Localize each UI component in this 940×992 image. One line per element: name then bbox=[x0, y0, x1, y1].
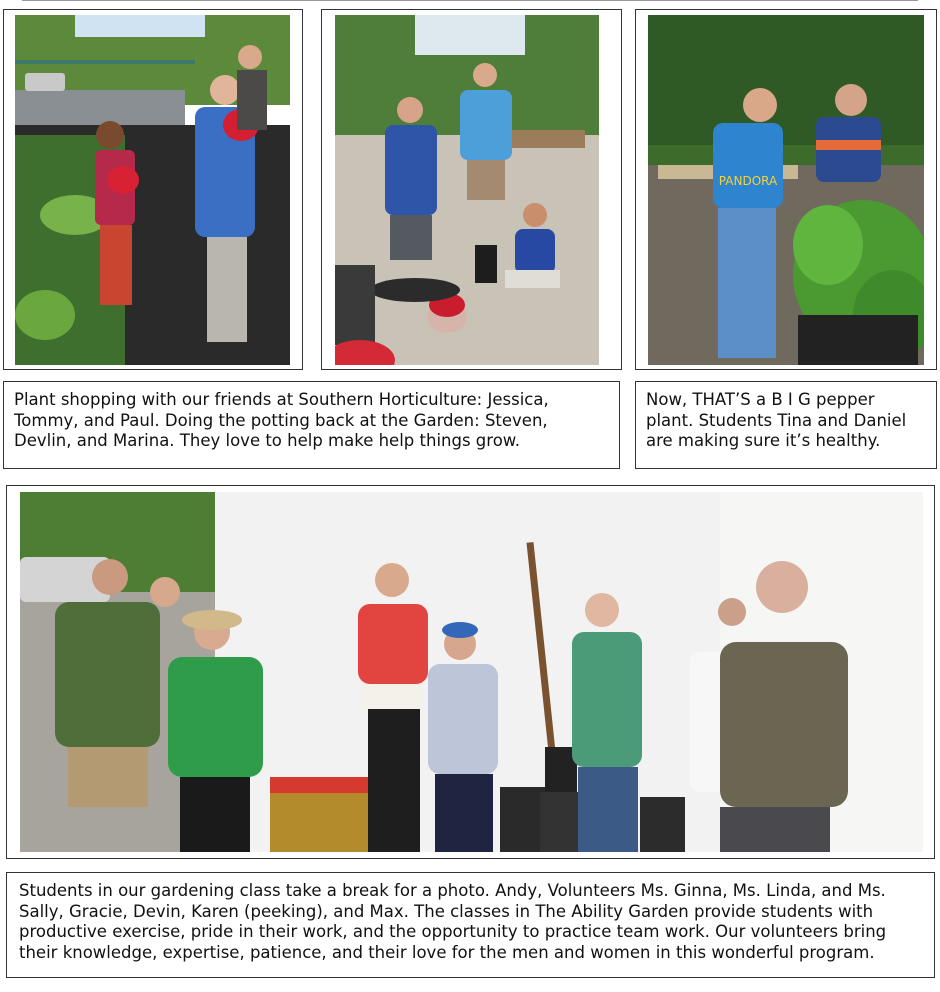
photo-plant-shopping bbox=[15, 15, 290, 365]
plant-shopping-image bbox=[15, 15, 290, 365]
potting-garden-image bbox=[335, 15, 599, 365]
pepper-plant-image bbox=[648, 15, 924, 365]
shirt-text: PANDORA bbox=[718, 174, 778, 188]
caption-plant-shopping: Plant shopping with our friends at Southern Horticulture: Jessica, Tommy, and Paul. Doing the potting back at the Garden: Steven, Devlin, and Marina. They love to help make help things grow. bbox=[3, 381, 620, 469]
photo-frame-shopping bbox=[3, 9, 303, 370]
caption-gardening-class: Students in our gardening class take a break for a photo. Andy, Volunteers Ms. Ginna, Ms. Linda, and Ms. Sally, Gracie, Devin, Karen (peeking), and Max. The classes in The Ability Garden provide students with productive exercise, pride in their work, and the opportunity to practice team work. Our volunteers bring their knowledge, expertise, patience, and their love for the men and women in this wonderful program. bbox=[6, 872, 935, 978]
caption-pepper-plant: Now, THAT’S a B I G pepper plant. Students Tina and Daniel are making sure it’s healthy. bbox=[635, 381, 937, 469]
gardening-class-image bbox=[20, 492, 923, 852]
photo-frame-potting bbox=[321, 9, 622, 370]
photo-frame-group bbox=[6, 485, 935, 859]
photo-frame-pepper bbox=[635, 9, 937, 370]
top-rule bbox=[22, 0, 918, 1]
photo-pepper-plant bbox=[648, 15, 924, 365]
photo-potting-garden bbox=[335, 15, 599, 365]
photo-gardening-class bbox=[20, 492, 923, 852]
